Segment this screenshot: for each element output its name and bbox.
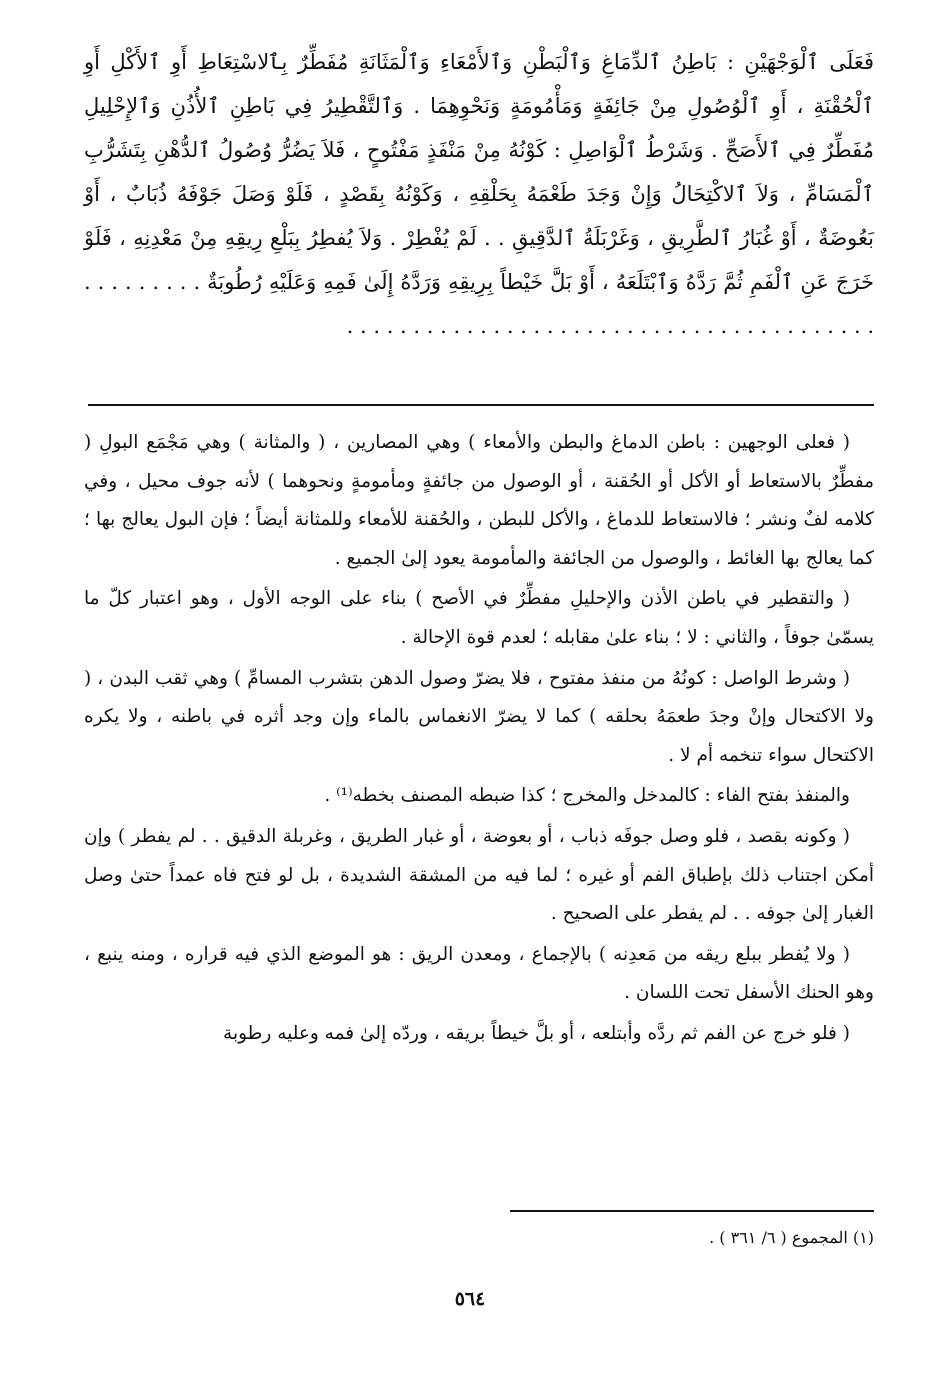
sharh-paragraph-7: ( فلو خرج عن الفم ثم ردَّه وأبتلعه ، أو بلَّ خيطاً بريقه ، وردّه إلىٰ فمه وعليه رطوبة — [223, 1022, 850, 1044]
sharh-paragraph-6: ( ولا يُفطر ببلع ريقه من مَعدِنه ) بالإجماع ، ومعدن الريق : هو الموضع الذي فيه قراره ، ومنه ينبع ، وهو الحنك الأسفل تحت اللسان . — [84, 943, 874, 1004]
sharh-paragraph-1: ( فعلى الوجهين : باطن الدماغ والبطن والأمعاء ) وهي المصارين ، ( والمثانة ) وهي مَجْمَع البولِ ( مفطِّرٌ بالاستعاط أو الأكل أو الحُقنة ، أو الوصول من جائفةٍ ومأمومةٍ ونحوهما ) لأنه جوف محيل ، وفي كلامه لفٌ ونشر ؛ فالاستعاط للدماغ ، والأكل للبطن ، والحُقنة للأمعاء وللمثانة أيضاً ؛ فإن البول يعالج بها ؛ كما يعالج بها الغائط ، والوصول من الجائفة والمأمومة يعود إلىٰ الجميع . — [84, 432, 874, 569]
matn-paragraph: فَعَلَى ٱلْوَجْهَيْنِ : بَاطِنُ ٱلدِّمَاغِ وَٱلْبَطْنِ وَٱلأَمْعَاءِ وَٱلْمَثَانَةِ مُفَطِّرٌ بِٱلاسْتِعَاطِ أَوِ ٱلأَكْلِ أَوِ ٱلْحُقْنَةِ ، أَوِ ٱلْوُصُولِ مِنْ جَائِفَةٍ وَمَأْمُومَةٍ وَنَحْوِهِمَا . وَٱلتَّقْطِيرُ فِي بَاطِنِ ٱلأُذُنِ وَٱلإِحْلِيلِ مُفَطِّرٌ فِي ٱلأَصَحِّ . وَشَرْطُ ٱلْوَاصِلِ : كَوْنُهُ مِنْ مَنْفَذٍ مَفْتُوحٍ ، فَلاَ يَضُرُّ وُصُولُ ٱلدُّهْنِ بِتَشَرُّبِ ٱلْمَسَامِّ ، وَلاَ ٱلاكْتِحَالُ وَإِنْ وَجَدَ طَعْمَهُ بِحَلْقِهِ ، وَكَوْنُهُ بِقَصْدٍ ، فَلَوْ وَصَلَ جَوْفَهُ ذُبَابٌ ، أَوْ بَعُوضَةٌ ، أَوْ غُبَارُ ٱلطَّرِيقِ ، وَغَرْبَلَةُ ٱلدَّقِيقِ . . لَمْ يُفْطِرْ . وَلاَ يُفطِرُ بِبَلْعِ رِيقِهِ مِنْ مَعْدِنِهِ ، فَلَوْ خَرَجَ عَنِ ٱلْفَمِ ثُمَّ رَدَّهُ وَٱبْتَلَعَهُ ، أَوْ بَلَّ خَيْطاً بِرِيقِهِ وَرَدَّهُ إِلَىٰ فَمِهِ وَعَلَيْهِ رُطُوبَةٌ . . . . . . . . . . . . . . . . . . . . . . . . . . . . . . . . . . . . . . . . . . . . . . . . . — [84, 50, 874, 338]
sharh-paragraph-2: ( والتقطير في باطن الأذن والإحليلِ مفطِّرٌ في الأصح ) بناء على الوجه الأول ، وهو اعتبار كلّ ما يسمّىٰ جوفاً ، والثاني : لا ؛ بناء علىٰ مقابله ؛ لعدم قوة الإحالة . — [84, 588, 874, 648]
sharh-commentary-block — [84, 424, 874, 1056]
sharh-paragraph-5: ( وكونه بقصد ، فلو وصل جوفَه ذباب ، أو بعوضة ، أو غبار الطريق ، وغربلة الدقيق . . لم يفطر ) وإن أمكن اجتناب ذلك بإطباق الفم أو غيره ؛ لما فيه من المشقة الشديدة ، بل لو فتح فاه عمداً حتىٰ وصل الغبار إلىٰ جوفه . . لم يفطر على الصحيح . — [84, 825, 874, 925]
footnote: (١) المجموع ( ٦/ ٣٦١ ) . — [709, 1228, 874, 1247]
sharh-paragraph-3: ( وشرط الواصل : كونُهُ من منفذ مفتوح ، فلا يضرّ وصول الدهن بتشرب المسامِّ ) وهي ثقب البدن ، ( ولا الاكتحال وإنْ وجدَ طعمَهُ بحلقه ) كما لا يضرّ الانغماس بالماء وإن وجد أثره في باطنه ، ولا يكره الاكتحال سواء تنخمه أم لا . — [84, 667, 874, 766]
matn-text-block — [84, 40, 874, 348]
page-number: ٥٦٤ — [454, 1288, 486, 1310]
sharh-paragraph-4: والمنفذ بفتح الفاء : كالمدخل والمخرج ؛ كذا ضبطه المصنف بخطه⁽¹⁾ . — [324, 785, 850, 807]
matn-separator-rule — [88, 404, 874, 406]
footnote-separator-rule — [510, 1210, 874, 1212]
